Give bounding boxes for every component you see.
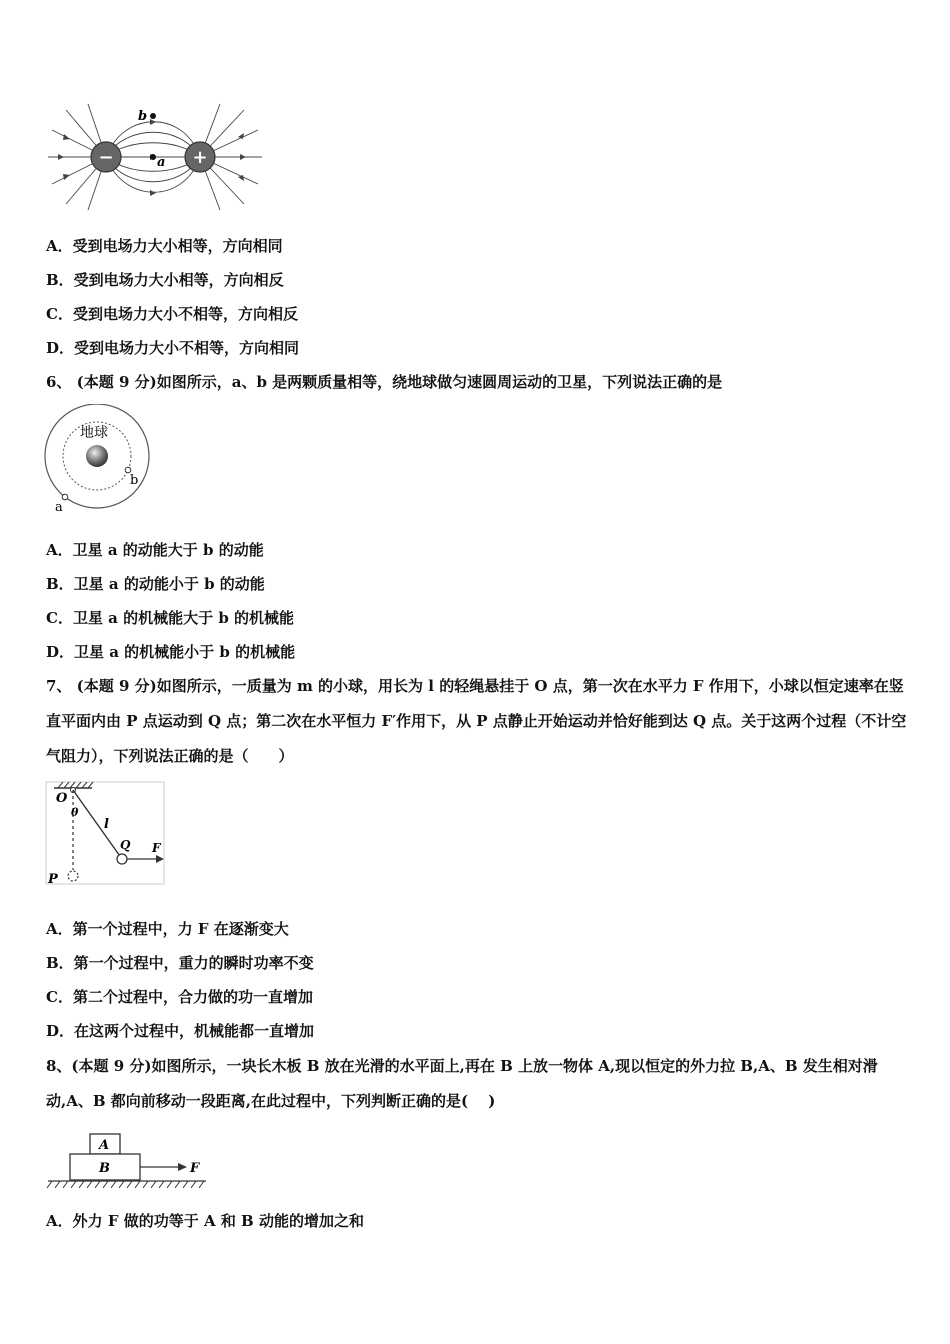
label-l: l [104,817,109,832]
q7-option-b: B．第一个过程中，重力的瞬时功率不变 [46,954,314,972]
q6-option-d: D．卫星 a 的机械能小于 b 的机械能 [46,643,296,661]
q8-option-a: A．外力 F 做的功等于 A 和 B 动能的增加之和 [46,1212,364,1230]
satellite-b [125,467,131,473]
label-a: a [157,155,166,170]
ball-Q [117,854,127,864]
label-B: B [99,1161,110,1176]
label-Q: Q [120,838,131,852]
q5-option-a: A．受到电场力大小相等，方向相同 [46,237,283,255]
label-F: F [152,841,161,855]
q6-option-b: B．卫星 a 的动能小于 b 的动能 [46,575,265,593]
ball-P [68,871,78,881]
satellite-orbit-figure [42,404,158,520]
q7-option-d: D．在这两个过程中，机械能都一直增加 [46,1022,315,1040]
label-theta: θ [71,806,79,819]
label-b: b [138,109,148,124]
block-board-figure [44,1128,214,1196]
earth [86,445,108,467]
q5-option-d: D．受到电场力大小不相等，方向相同 [46,339,300,357]
q7-option-c: C．第二个过程中，合力做的功一直增加 [46,988,313,1006]
q6-option-c: C．卫星 a 的机械能大于 b 的机械能 [46,609,295,627]
q5-option-c: C．受到电场力大小不相等，方向相反 [46,305,298,323]
q7-option-a: A．第一个过程中，力 F 在逐渐变大 [46,920,289,938]
label-A: A [99,1138,110,1153]
label-P: P [48,872,58,886]
label-O: O [56,791,68,806]
q5-option-b: B．受到电场力大小相等，方向相反 [46,271,284,289]
earth-label: 地球 [80,425,108,441]
satellite-a-label: a [55,500,63,515]
point-b [150,113,156,119]
pendulum-figure [44,780,168,886]
label-F: F [190,1161,200,1176]
string [73,790,122,859]
plus-sign: + [192,147,208,168]
point-a [150,154,156,160]
q8-stem: 8、(本题 9 分)如图所示，一块长木板 B 放在光滑的水平面上,再在 B 上放一物体 A,现以恒定的外力拉 B,A、B 发生相对滑动,A、B 都向前移动一段距离,在此过程中，下列判断正确的是( ) [46,1057,878,1110]
q7-stem: 7、 (本题 9 分)如图所示，一质量为 m 的小球，用长为 l 的轻绳悬挂于 O 点，第一次在水平力 F 作用下，小球以恒定速率在竖直平面内由 P 点运动到 Q 点；第二次在水平恒力 F′作用下，从 P 点静止开始运动并恰好能到达 Q 点。关于这两个过程（不计空气阻力），下列说法正确的是（ ） [46,677,907,765]
q6-option-a: A．卫星 a 的动能大于 b 的动能 [46,541,264,559]
q6-stem: 6、 (本题 9 分)如图所示，a、b 是两颗质量相等，绕地球做匀速圆周运动的卫星，下列说法正确的是 [46,373,723,391]
minus-sign: − [98,147,114,168]
satellite-a [62,494,68,500]
electric-field-figure [44,100,266,216]
satellite-b-label: b [130,473,139,488]
